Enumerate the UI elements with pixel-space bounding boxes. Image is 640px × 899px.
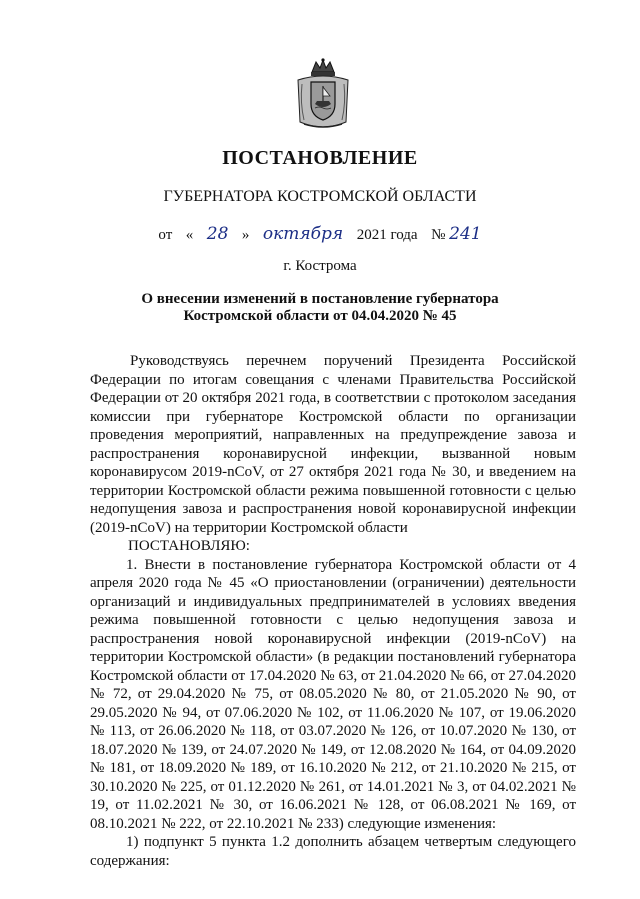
item-1-paragraph: 1. Внести в постановление губернатора Костромской области от 4 апреля 2020 года № 45 «О приостановлении (ограничении) деятельности организаций и индивидуальных предпринимателей в условиях введения режима повышенной готовности с целью недопущения завоза и распространения новой коронавирусной инфекции (2019-nCoV) на территории Костромской области» (в редакции постановлений губернатора Костромской области от 17.04.2020 № 63, от 21.04.2020 № 66, от 27.04.2020 № 72, от 29.04.2020 № 75, от 08.05.2020 № 80, от 21.05.2020 № 90, от 29.05.2020 № 94, от 07.06.2020 № 102, от 11.06.2020 № 107, от 19.06.2020 № 113, от 26.06.2020 № 118, от 03.07.2020 № 126, от 10.07.2020 № 130, от 18.07.2020 № 139, от 24.07.2020 № 149, от 12.08.2020 № 164, от 04.09.2020 № 181, от 18.09.2020 № 189, от 16.10.2020 № 212, от 21.10.2020 № 215, от 30.10.2020 № 225, от 01.12.2020 № 261, от 14.01.2021 № 3, от 04.02.2021 № 19, от 11.02.2021 № 30, от 16.06.2021 № 128, от 06.08.2021 № 169, от 08.10.2021 № 222, от 22.10.2021 № 233) следующие изменения: [90, 556, 576, 832]
coat-of-arms-icon [294, 58, 352, 134]
city: г. Кострома [283, 258, 357, 274]
date-open-quote: « [185, 227, 194, 243]
date-close-quote: » [241, 227, 250, 243]
heading-line-1: О внесении изменений в постановление губернатора [141, 291, 499, 307]
date-prefix: от [158, 227, 173, 243]
document-number: 241 [449, 224, 482, 244]
document-heading [0, 291, 640, 325]
heading-line-2: Костромской области от 04.04.2020 № 45 [183, 308, 457, 324]
document-title: ПОСТАНОВЛЕНИЕ [222, 147, 418, 169]
date-month: октября [262, 224, 344, 244]
date-year: 2021 года [356, 227, 418, 243]
number-sign: № [431, 227, 446, 243]
decree-word: ПОСТАНОВЛЯЮ: [128, 538, 250, 554]
date-day: 28 [206, 224, 229, 244]
document-body [90, 352, 576, 870]
issuer-title: ГУБЕРНАТОРА КОСТРОМСКОЙ ОБЛАСТИ [163, 188, 477, 205]
subitem-1-paragraph: 1) подпункт 5 пункта 1.2 дополнить абзацем четвертым следующего содержания: [90, 834, 576, 869]
preamble-paragraph: Руководствуясь перечнем поручений Президента Российской Федерации по итогам совещания с членами Правительства Российской Федерации от 20 октября 2021 года, в соответствии с протоколом заседания комиссии при губернаторе Костромской области по организации проведения мероприятий, направленных на предупреждение завоза и распространения коронавирусной инфекции, вызванной новым коронавирусом 2019-nCoV, от 27 октября 2021 года № 30, и введением на территории Костромской области режима повышенной готовности с целью недопущения завоза и распространения новой коронавирусной инфекции (2019-nCoV) на территории Костромской области [90, 353, 576, 536]
date-line [0, 224, 640, 244]
